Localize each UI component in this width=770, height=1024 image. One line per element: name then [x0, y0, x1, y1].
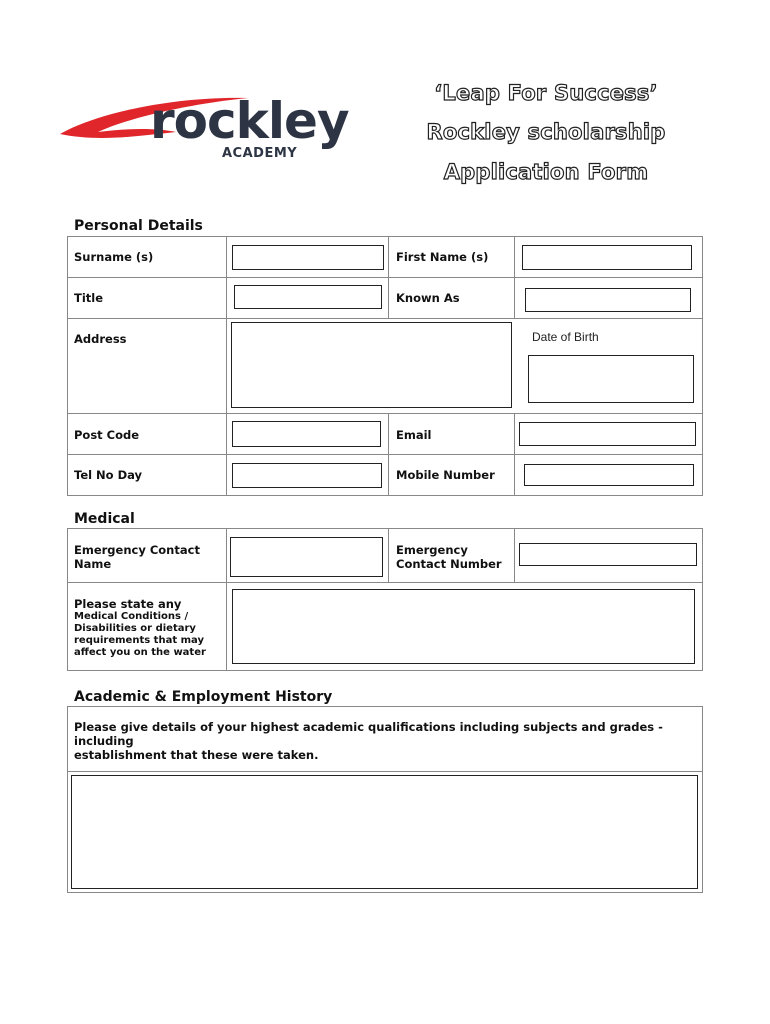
logo-subtitle: ACADEMY	[222, 146, 298, 161]
title-input[interactable]	[234, 285, 382, 309]
emergency-contact-name-label-line: Name	[74, 557, 112, 571]
row-divider	[67, 771, 703, 772]
medical-conditions-label-line: Medical Conditions /	[74, 611, 189, 622]
emergency-contact-name-label	[74, 543, 200, 571]
form-title-line-3: Application Form	[443, 160, 649, 184]
row-divider	[67, 582, 703, 583]
row-divider	[67, 318, 703, 319]
date-of-birth-label: Date of Birth	[532, 330, 599, 344]
column-divider	[514, 236, 515, 318]
email-label: Email	[396, 428, 432, 442]
emergency-contact-number-label-line: Contact Number	[396, 557, 502, 571]
first-name-label: First Name (s)	[396, 250, 489, 264]
row-divider	[67, 454, 703, 455]
row-divider	[67, 277, 703, 278]
surname-label: Surname (s)	[74, 250, 154, 264]
section-heading-personal: Personal Details	[74, 218, 203, 234]
column-divider	[226, 528, 227, 671]
emergency-contact-name-input[interactable]	[230, 537, 383, 577]
column-divider	[226, 236, 227, 496]
known-as-input[interactable]	[525, 288, 691, 312]
column-divider	[388, 413, 389, 496]
academic-instructions-line: establishment that these were taken.	[74, 748, 319, 762]
mobile-number-label: Mobile Number	[396, 468, 495, 482]
medical-conditions-label-line: Disabilities or dietary	[74, 623, 196, 634]
emergency-contact-number-label	[396, 543, 502, 571]
form-title-line-2: Rockley scholarship	[426, 120, 666, 144]
section-heading-academic: Academic & Employment History	[74, 689, 333, 705]
academic-instructions	[74, 720, 699, 762]
emergency-contact-name-label-line: Emergency Contact	[74, 543, 200, 557]
column-divider	[514, 413, 515, 496]
title-label: Title	[74, 291, 104, 305]
address-textarea[interactable]	[231, 322, 512, 408]
form-title-line-1: ‘Leap For Success’	[434, 81, 658, 105]
column-divider	[514, 528, 515, 582]
row-divider	[67, 413, 703, 414]
post-code-input[interactable]	[232, 421, 381, 447]
medical-conditions-label-line: requirements that may	[74, 635, 204, 646]
medical-conditions-label-line: affect you on the water	[74, 647, 206, 658]
first-name-input[interactable]	[522, 245, 692, 270]
tel-no-day-label: Tel No Day	[74, 468, 143, 482]
column-divider	[388, 236, 389, 318]
mobile-number-input[interactable]	[524, 464, 694, 486]
surname-input[interactable]	[232, 245, 384, 270]
column-divider	[388, 528, 389, 582]
academic-history-textarea[interactable]	[71, 775, 698, 889]
known-as-label: Known As	[396, 291, 460, 305]
date-of-birth-input[interactable]	[528, 355, 694, 403]
emergency-contact-number-label-line: Emergency	[396, 543, 468, 557]
logo-wordmark: rockley	[150, 92, 349, 150]
address-label: Address	[74, 332, 127, 346]
tel-no-day-input[interactable]	[232, 463, 382, 488]
emergency-contact-number-input[interactable]	[519, 543, 697, 566]
post-code-label: Post Code	[74, 428, 140, 442]
email-input[interactable]	[519, 422, 696, 446]
medical-conditions-textarea[interactable]	[232, 589, 695, 664]
section-heading-medical: Medical	[74, 511, 135, 527]
academic-instructions-line: Please give details of your highest academic qualifications including subjects and grades - including	[74, 720, 663, 748]
medical-conditions-label-heading: Please state any	[74, 597, 182, 611]
medical-conditions-label	[74, 611, 206, 659]
